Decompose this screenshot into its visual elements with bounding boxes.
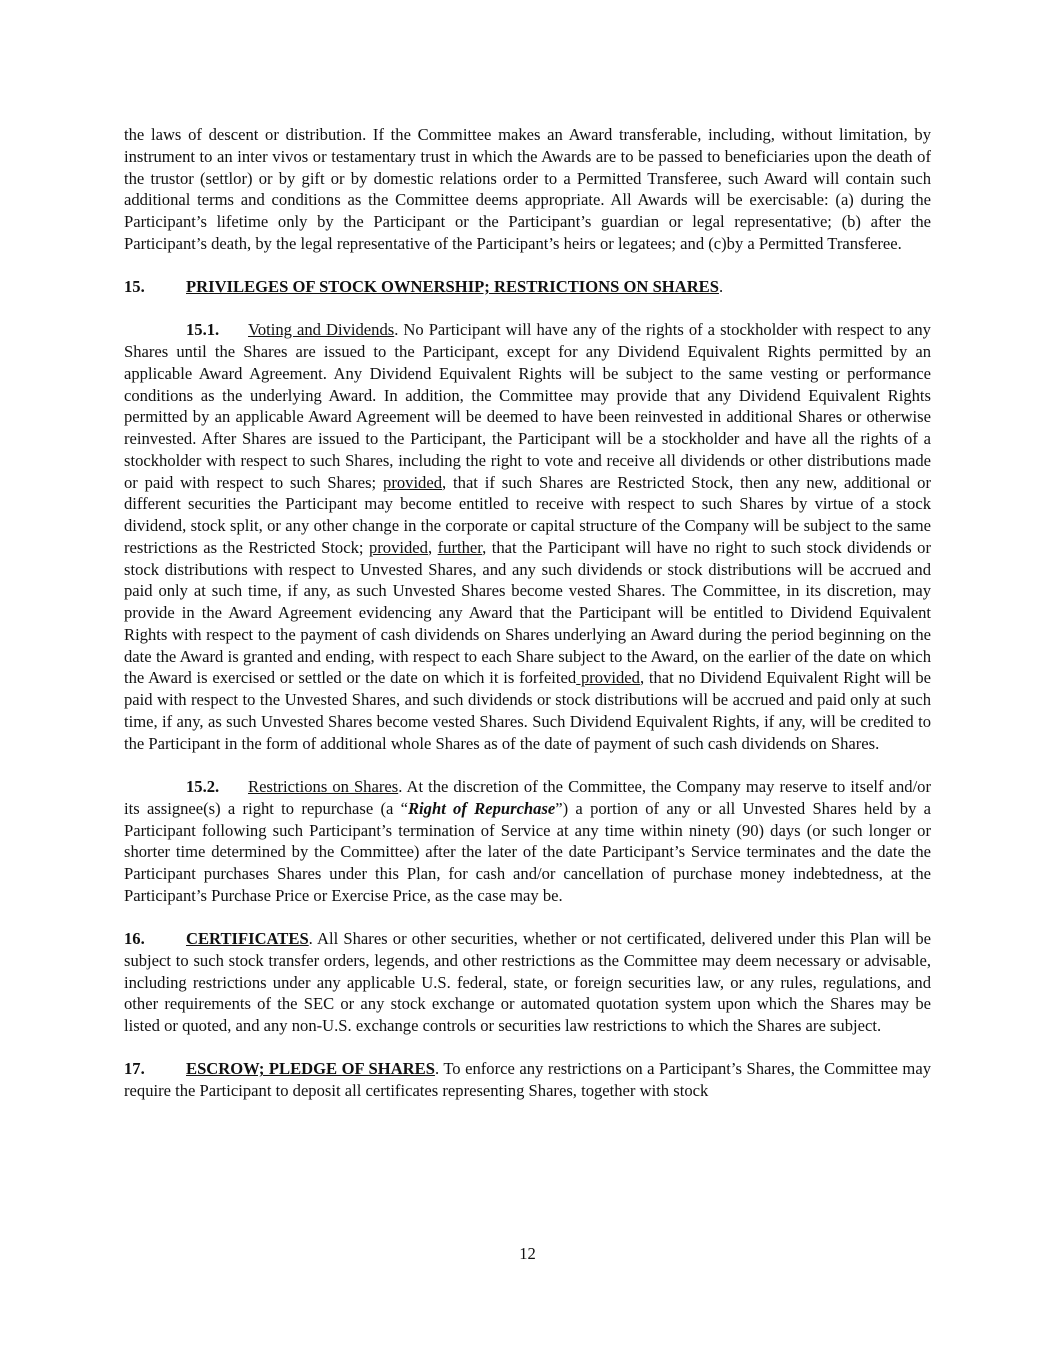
section-15-1-text-5: , that no Dividend Equivalent Right will be paid with respect to the Unvested Shares, and such dividends or stock distributions will be accrued and paid only at such time, if any, as such Unvested Shares become vested Shares. Such Dividend Equivalent Rights, if any, will be credited to the Participant in the form of additional whole Shares as of the date of payment of such cash dividends on Shares. (124, 668, 931, 753)
section-16-paragraph (124, 928, 931, 1037)
section-17-number: 17. (124, 1059, 145, 1079)
section-17-title: ESCROW; PLEDGE OF SHARES (186, 1059, 435, 1079)
section-15-1-paragraph (124, 319, 931, 754)
provided-term-1: provided (383, 472, 443, 492)
section-15-1-text-3: , (427, 537, 438, 557)
section-15-1-title: Voting and Dividends (248, 320, 395, 340)
provided-term-3: provided (576, 668, 640, 688)
further-term: further (437, 537, 483, 557)
section-15-1-text-1: . No Participant will have any of the rights of a stockholder with respect to any Shares until the Shares are issued to the Participant, except for any Dividend Equivalent Rights permitted by an applicable Award Agreement. Any Dividend Equivalent Rights will be subject to the same vesting or performance conditions as the underlying Award. In addition, the Committee may provide that any Dividend Equivalent Rights permitted by an applicable Award Agreement will be deemed to have been reinvested in additional Shares or otherwise reinvested. After Shares are issued to the Participant, the Participant will be a stockholder and have all the rights of a stockholder with respect to such Shares, including the right to vote and receive all dividends or other distributions made or paid with respect to such Shares; (124, 320, 931, 492)
section-15-2-text-2: ”) a portion of any or all Unvested Shares held by a Participant following such Participant’s termination of Service at any time within ninety (90) days (or such longer or shorter time determined by the Committee) after the later of the date Participant’s Service terminates and the date the Participant purchases Shares under this Plan, for cash and/or cancellation of purchase money indebtedness, at the Participant’s Purchase Price or Exercise Price, as the case may be. (124, 798, 931, 905)
section-15-number: 15. (124, 277, 145, 297)
section-15-title: PRIVILEGES OF STOCK OWNERSHIP; RESTRICTIONS ON SHARES (186, 277, 719, 297)
section-15-2-paragraph (124, 776, 931, 907)
page-number: 12 (519, 1244, 536, 1263)
section-15-1-number: 15.1. (186, 320, 220, 340)
document-page (124, 124, 931, 1102)
section-15-heading (124, 276, 931, 298)
section-16-title: CERTIFICATES (186, 929, 309, 949)
section-15-2-number: 15.2. (186, 777, 220, 797)
section-15-trailing-period: . (718, 277, 724, 297)
section-16-body: . All Shares or other securities, whether or not certificated, delivered under this Plan will be subject to such stock transfer orders, legends, and other restrictions as the Committee may deem necessary or advisable, including restrictions under any applicable U.S. federal, state, or foreign securities law, or any rules, regulations, and other requirements of the SEC or any stock exchange or automated quotation system upon which the Shares may be listed or quoted, and any non-U.S. exchange controls or securities law restrictions to which the Shares are subject. (124, 929, 931, 1036)
carryover-paragraph: the laws of descent or distribution. If the Committee makes an Award transferable, including, without limitation, by instrument to an inter vivos or testamentary trust in which the Awards are to be passed to beneficiaries upon the death of the trustor (settlor) or by gift or by domestic relations order to a Permitted Transferee, such Award will contain such additional terms and conditions as the Committee deems appropriate. All Awards will be exercisable: (a) during the Participant’s lifetime only by the Participant or the Participant’s guardian or legal representative; (b) after the Participant’s death, by the legal representative of the Participant’s heirs or legatees; and (c)by a Permitted Transferee. (124, 125, 931, 253)
section-16-number: 16. (124, 929, 145, 949)
right-of-repurchase-term: Right of Repurchase (407, 798, 556, 818)
section-15-1-text-4: , that the Participant will have no right to such stock dividends or stock distributions with respect to Unvested Shares, and any such dividends or stock distributions will be accrued and paid only at such time, if any, as such Unvested Shares become vested Shares. The Committee, in its discretion, may provide in the Award Agreement evidencing any Award that the Participant will be entitled to Dividend Equivalent Rights with respect to the payment of cash dividends on Shares underlying an Award during the period beginning on the date the Award is granted and ending, with respect to each Share subject to the Award, on the earlier of the date on which the Award is exercised or settled or the date on which it is forfeited (124, 537, 932, 688)
provided-term-2: provided (368, 537, 428, 557)
section-17-body: . To enforce any restrictions on a Participant’s Shares, the Committee may require the Participant to deposit all certificates representing Shares, together with stock (124, 1059, 931, 1101)
section-17-paragraph (124, 1058, 931, 1102)
section-15-2-title: Restrictions on Shares (248, 777, 399, 797)
section-15-1-text-2: , that if such Shares are Restricted Stock, then any new, additional or different securities the Participant may become entitled to receive with respect to such Shares by virtue of a stock dividend, stock split, or any other change in the corporate or capital structure of the Company will be subject to the same restrictions as the Restricted Stock; (124, 472, 931, 557)
section-15-2-text-1: . At the discretion of the Committee, the Company may reserve to itself and/or its assignee(s) a right to repurchase (a “ (124, 777, 932, 818)
